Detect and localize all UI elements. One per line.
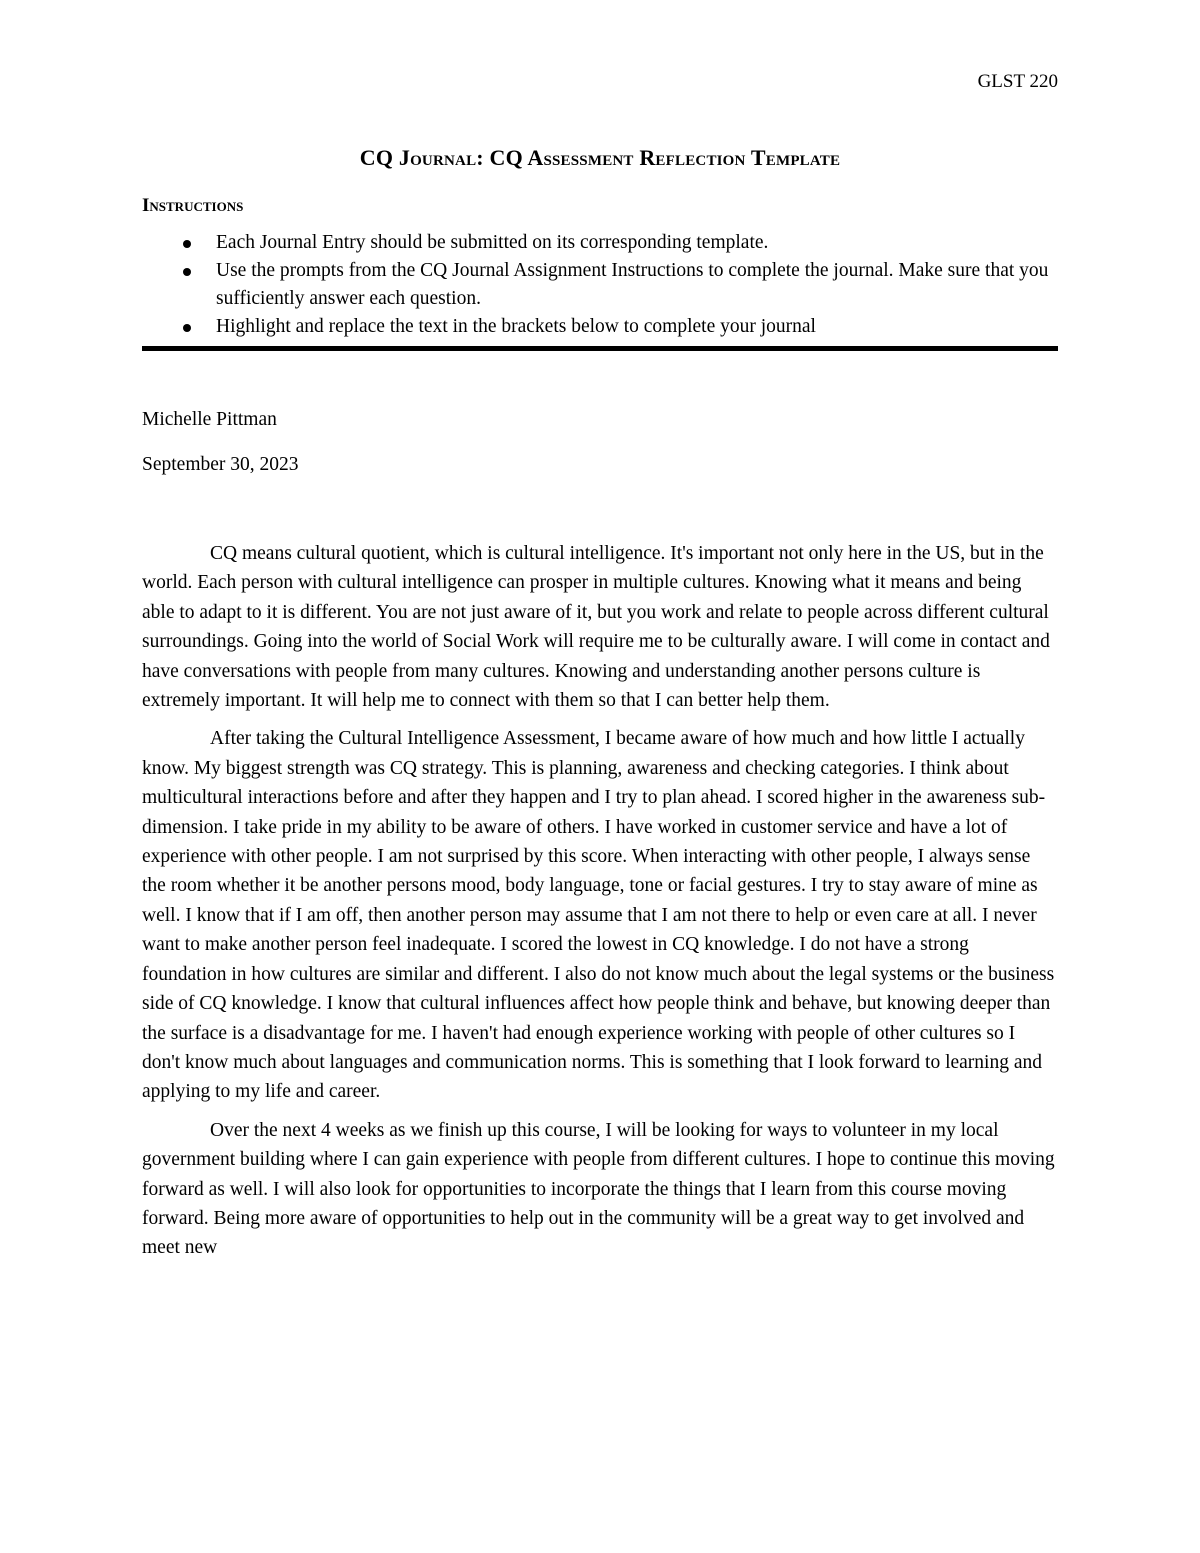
instruction-text: Use the prompts from the CQ Journal Assignment Instructions to complete the journal. Make sure that you sufficiently answer each question. [216,260,1049,309]
bullet-icon [183,268,191,276]
instruction-item [142,313,1058,341]
author-name: Michelle Pittman [142,409,277,430]
course-code-header: GLST 220 [977,71,1058,92]
bullet-icon [183,324,191,332]
journal-paragraph: After taking the Cultural Intelligence Assessment, I became aware of how much and how little I actually know. My biggest strength was CQ strategy. This is planning, awareness and checking categories. I think about multicultural interactions before and after they happen and I try to plan ahead. I scored higher in the awareness sub-dimension. I take pride in my ability to be aware of others. I have worked in customer service and have a lot of experience with other people. I am not surprised by this score. When interacting with other people, I always sense the room whether it be another persons mood, body language, tone or facial gestures. I try to stay aware of mine as well. I know that if I am off, then another person may assume that I am not there to help or even care at all. I never want to make another person feel inadequate. I scored the lowest in CQ knowledge. I do not have a strong foundation in how cultures are similar and different. I also do not know much about the legal systems or the business side of CQ knowledge. I know that cultural influences affect how people think and behave, but knowing deeper than the surface is a disadvantage for me. I haven't had enough experience working with people of other cultures so I don't know much about languages and communication norms. This is something that I look forward to learning and applying to my life and career. [142,728,1055,1103]
instructions-heading: Instructions [142,195,244,216]
section-divider [142,346,1058,351]
document-title: CQ Journal: CQ Assessment Reflection Template [359,145,841,170]
instruction-item [142,229,1058,257]
instruction-text: Each Journal Entry should be submitted on its corresponding template. [216,232,769,253]
instructions-list [142,229,1058,341]
instruction-item [142,257,1058,313]
journal-body [142,539,1058,1272]
instruction-text: Highlight and replace the text in the brackets below to complete your journal [216,316,816,337]
journal-paragraph: Over the next 4 weeks as we finish up this course, I will be looking for ways to volunteer in my local government building where I can gain experience with people from different cultures. I hope to continue this moving forward as well. I will also look for opportunities to incorporate the things that I learn from this course moving forward. Being more aware of opportunities to help out in the community will be a great way to get involved and meet new [142,1119,1055,1259]
bullet-icon [183,240,191,248]
entry-date: September 30, 2023 [142,454,299,475]
journal-paragraph: CQ means cultural quotient, which is cultural intelligence. It's important not only here in the US, but in the world. Each person with cultural intelligence can prosper in multiple cultures. Knowing what it means and being able to adapt to it is different. You are not just aware of it, but you work and relate to people across different cultural surroundings. Going into the world of Social Work will require me to be culturally aware. I will come in contact and have conversations with people from many cultures. Knowing and understanding another persons culture is extremely important. It will help me to connect with them so that I can better help them. [142,543,1050,712]
